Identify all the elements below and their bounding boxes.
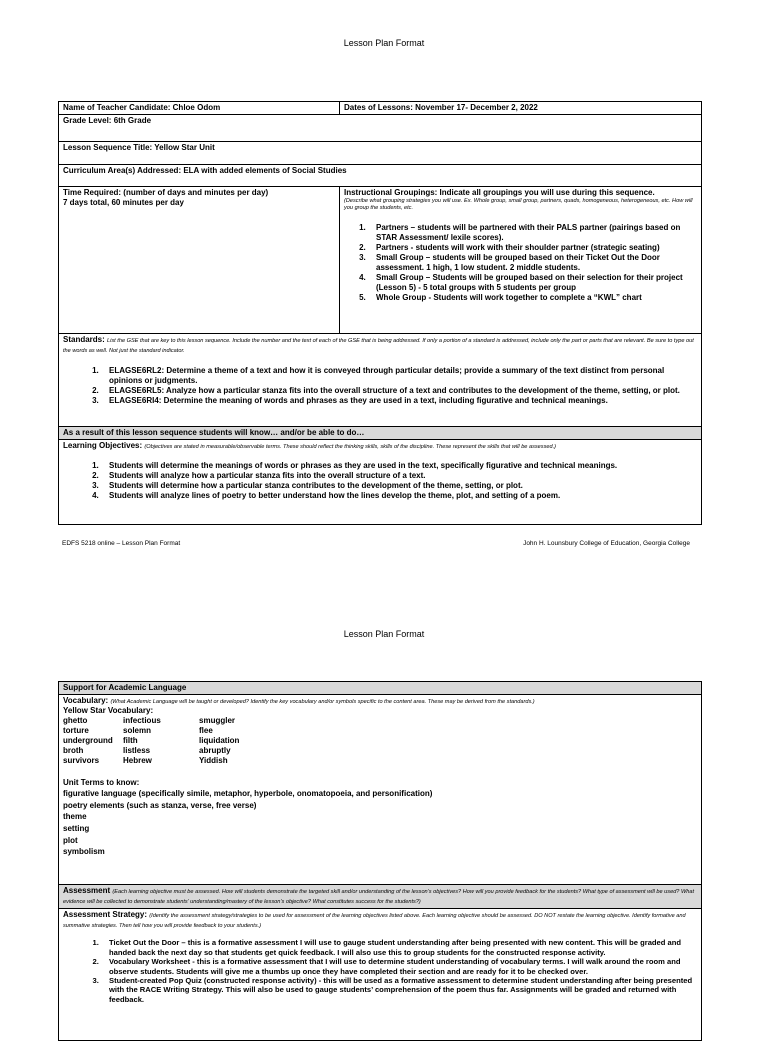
vocab-word: survivors [63, 756, 100, 766]
unit-terms-list [63, 788, 697, 858]
result-header: As a result of this lesson sequence students will know… and/or be able to do… [59, 427, 701, 440]
time-required-cell [59, 187, 340, 333]
footer-left: EDFS 5218 online – Lesson Plan Format [62, 540, 181, 547]
groupings-hint: (Describe what grouping strategies you will use. Ex. Whole group, small group, partners, quads, homogeneous, heterogeneous, etc. How will you group the students, etc. [344, 198, 693, 212]
list-item: 5. Whole Group - Students will work together to complete a “KWL” chart [368, 293, 697, 303]
assessment-label: Assessment [63, 886, 111, 895]
vocab-word: Hebrew [123, 756, 152, 766]
list-item: 1. Ticket Out the Door – this is a formative assessment I will use to gauge student understanding after being presented with new content. This will be graded and handed back the next day so that students get quick feedback. I will also use this to group students for the constructed response activity. [101, 938, 697, 957]
assessment-header [59, 885, 701, 909]
list-item: 2. Vocabulary Worksheet - this is a formative assessment that I will use to determine student understanding of vocabulary terms. I will walk around the room and observe students. Students will give me a thumbs up once they have completed their section and are ready for it to be checked over. [101, 957, 697, 976]
strategy-label: Assessment Strategy: [63, 909, 148, 919]
unit-term: theme [63, 812, 87, 822]
time-required-label: Time Required: (number of days and minutes per day) [63, 188, 269, 197]
list-item: 3. Small Group – students will be grouped based on their Ticket Out the Door assessment. 1 high, 1 low student. 2 middle students. [368, 253, 697, 273]
assessment-hint: (Each learning objective must be assessed. How will students demonstrate the targeted skill and/or understanding of the lesson’s objectives? How will you provide feedback for the students? What type of assessment will be used? What evidence will be collected to demonstrate students’ understanding/mastery of the lesson’s objective? What constitutes success for the students?) [63, 889, 695, 906]
lesson-plan-table-page2 [58, 681, 702, 1041]
vocab-word: ghetto [63, 716, 88, 726]
teacher-name: Name of Teacher Candidate: Chloe Odom [59, 102, 340, 114]
time-groupings-row [59, 187, 701, 334]
standards-label: Standards: [63, 335, 105, 344]
lesson-sequence-title: Lesson Sequence Title: Yellow Star Unit [59, 142, 701, 165]
teacher-dates-row [59, 102, 701, 115]
vocab-word: underground [63, 736, 113, 746]
list-item: 2. Partners - students will work with their shoulder partner (strategic seating) [368, 243, 697, 253]
support-header: Support for Academic Language [59, 682, 701, 695]
time-required-value: 7 days total, 60 minutes per day [63, 198, 184, 207]
unit-term: plot [63, 835, 78, 845]
list-item: 4. Students will analyze lines of poetry to better understand how the lines develop the theme, plot, and setting of a poem. [101, 491, 697, 501]
curriculum-area: Curriculum Area(s) Addressed: ELA with added elements of Social Studies [59, 165, 701, 187]
vocab-label: Vocabulary: [63, 696, 109, 705]
list-item: 1. Partners – students will be partnered with their PALS partner (pairings based on STAR Assessment/ lexile scores). [368, 223, 697, 243]
list-item: 3. Student-created Pop Quiz (constructed response activity) - this will be used as a formative assessment to determine student understanding after being presented with the RACE Writing Strategy. This will also be used to gauge students’ comprehension of the poem thus far. Assignments will be graded and returned with feedback. [101, 976, 697, 1004]
vocabulary-section [59, 695, 701, 885]
vocab-word: flee [199, 726, 213, 736]
vocab-word: broth [63, 746, 84, 756]
footer-right: John H. Lounsbury College of Education, Georgia College [523, 540, 690, 547]
assessment-strategy-section [59, 909, 701, 1006]
unit-term: poetry elements (such as stanza, verse, free verse) [63, 800, 257, 810]
vocab-word: listless [123, 746, 151, 756]
groupings-list [344, 223, 697, 303]
vocab-word: solemn [123, 726, 152, 736]
groupings-cell [340, 187, 701, 333]
lesson-plan-table-page1 [58, 101, 702, 525]
strategy-hint: (Identify the assessment strategy/strategies to be used for assessment of the learning objectives listed above. Each learning objective should be assessed. DO NOT restate the learning objective. Identify formative and summative strategies. Then tell how you will provide feedback to your students.) [63, 912, 686, 929]
objectives-label: Learning Objectives: [63, 441, 143, 450]
list-item: 3. Students will determine how a particular stanza contributes to the development of the theme, setting, or plot. [101, 481, 697, 491]
vocab-word: abruptly [199, 746, 231, 756]
lesson-dates: Dates of Lessons: November 17- December 2, 2022 [344, 103, 538, 112]
standards-list [63, 366, 697, 406]
objectives-hint: (Objectives are stated in measurable/observable terms. These should reflect the thinking skills, skills of the discipline. These represent the skills that will be assessed.) [144, 444, 557, 450]
vocab-hint: (What Academic Language will be taught or developed? Identify the key vocabulary and/or symbols specific to the content area. These may be derived from the standards.) [110, 699, 535, 705]
list-item: 3. ELAGSE6RI4: Determine the meaning of words and phrases as they are used in a text, including figurative and technical meanings. [101, 396, 697, 406]
groupings-title: Instructional Groupings: Indicate all groupings you will use during this sequence. [344, 188, 655, 197]
list-item: 2. Students will analyze how a particular stanza fits into the overall structure of a text. [101, 471, 697, 481]
objectives-list [63, 461, 697, 501]
vocab-word: torture [63, 726, 89, 736]
page-title-2: Lesson Plan Format [343, 629, 425, 639]
grade-level: Grade Level: 6th Grade [59, 115, 701, 142]
strategies-list [63, 938, 697, 1004]
vocab-word: liquidation [199, 736, 240, 746]
unit-term: setting [63, 824, 90, 834]
vocab-word: smuggler [199, 716, 236, 726]
unit-term: figurative language (specifically simile, metaphor, hyperbole, onomatopoeia, and personification) [63, 789, 433, 799]
standards-section [59, 334, 701, 427]
list-item: 1. Students will determine the meanings of words or phrases as they are used in the text, specifically figurative and technical meanings. [101, 461, 697, 471]
vocab-word: filth [123, 736, 138, 746]
vocab-title: Yellow Star Vocabulary: [63, 706, 154, 716]
page-title: Lesson Plan Format [343, 38, 425, 48]
list-item: 1. ELAGSE6RL2: Determine a theme of a text and how it is conveyed through particular details; provide a summary of the text distinct from personal opinions or judgments. [101, 366, 697, 386]
vocab-word: infectious [123, 716, 161, 726]
list-item: 2. ELAGSE6RL5: Analyze how a particular stanza fits into the overall structure of a text and contributes to the development of the theme, setting, or plot. [101, 386, 697, 396]
unit-term: symbolism [63, 847, 105, 857]
vocab-word: Yiddish [199, 756, 228, 766]
objectives-section [59, 440, 701, 524]
unit-terms-title: Unit Terms to know: [63, 778, 140, 788]
standards-hint: List the GSE that are key to this lesson sequence. Include the number and the text of each of the GSE that is being addressed. If only a portion of a standard is addressed, include only the part or parts that are relevant. Be sure to type out the words as well. Not just the standard indicator. [63, 338, 694, 355]
list-item: 4. Small Group – Students will be grouped based on their selection for their project (Lesson 5) - 5 total groups with 5 students per group [368, 273, 697, 293]
vocab-grid [63, 716, 697, 766]
